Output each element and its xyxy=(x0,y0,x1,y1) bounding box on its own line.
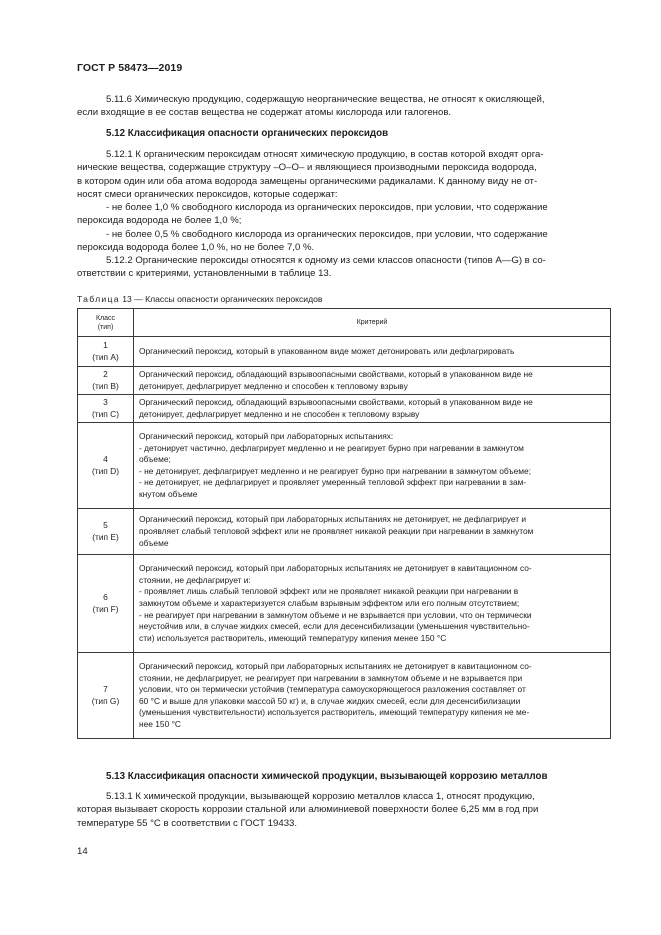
criterion-line: - детонирует частично, дефлагрирует медленно и не реагирует бурно при нагревании в замкнутом xyxy=(139,442,524,453)
section-heading-5-13: 5.13 Классификация опасности химической продукции, вызывающей коррозию металлов xyxy=(106,771,548,782)
class-number: 1 xyxy=(103,339,108,350)
criterion-line: кнутом объеме xyxy=(139,489,198,500)
page-number: 14 xyxy=(77,846,88,857)
class-type: (тип F) xyxy=(92,603,119,614)
criterion-line: проявляет слабый тепловой эффект или не проявляет никакой реакции при нагревании в замкнутом xyxy=(139,526,534,537)
text-line: носят смеси органических пероксидов, которые содержат: xyxy=(77,188,338,200)
class-number: 3 xyxy=(103,397,108,408)
paragraph-5-12-1 xyxy=(77,148,606,254)
criterion-cell xyxy=(134,367,611,395)
criterion-line: детонирует, дефлагрирует медленно и способен к тепловому взрыву xyxy=(139,380,408,391)
class-cell xyxy=(78,555,134,653)
class-number: 7 xyxy=(103,684,108,695)
criterion-line: замкнутом объеме и характеризуется слабым взрывным эффектом или его полным отсутствием; xyxy=(139,598,520,609)
table-row xyxy=(78,509,611,555)
paragraph-5-13-1 xyxy=(77,790,606,830)
class-type: (тип B) xyxy=(92,380,119,391)
header-class-label: Класс xyxy=(95,314,116,322)
criterion-line: Органический пероксид, обладающий взрывоопасными свойствами, который в упакованном виде не xyxy=(139,397,533,408)
class-type: (тип C) xyxy=(91,408,119,419)
text-line: нические вещества, содержащие структуру –О–О– и являющиеся производными пероксида водорода, xyxy=(77,162,537,174)
table-caption xyxy=(77,294,322,304)
criterion-line: - проявляет лишь слабый тепловой эффект или не проявляет никакой реакции при нагревании в xyxy=(139,586,519,597)
criterion-line: нее 150 °С xyxy=(139,719,181,730)
hazard-class-table xyxy=(77,308,611,739)
text-line: 5.11.6 Химическую продукцию, содержащую неорганические вещества, не относят к окисляющей, xyxy=(106,94,545,105)
text-line: в котором один или оба атома водорода замещены органическими радикалами. К данному виду не от- xyxy=(77,175,538,187)
table-header-row xyxy=(78,309,611,337)
table-caption-prefix: Таблица xyxy=(77,294,120,304)
class-type: (тип G) xyxy=(91,695,120,706)
criterion-line: - не реагирует при нагревании в замкнутом объеме и не взрывается при условии, что он термически xyxy=(139,609,532,620)
table-row xyxy=(78,555,611,653)
criterion-line: Органический пероксид, который при лабораторных испытаниях: xyxy=(139,431,394,442)
criterion-line: условии, что он термически устойчив (температура самоускоряющегося разложения составляет от xyxy=(139,684,526,695)
criterion-line: стоянии, не дефлагрирует и: xyxy=(139,574,251,585)
table-row xyxy=(78,423,611,509)
class-type: (тип E) xyxy=(92,531,119,542)
text-line: если входящие в ее состав вещества не содержат атомы кислорода или галогенов. xyxy=(77,107,452,119)
class-number: 4 xyxy=(103,454,108,465)
header-criterion-cell: Критерий xyxy=(134,309,611,337)
criterion-line: - не детонирует, дефлагрирует медленно и не реагирует бурно при нагревании в замкнутом объеме; xyxy=(139,465,532,476)
criterion-line: детонирует, дефлагрирует медленно и не способен к тепловому взрыву xyxy=(139,408,420,419)
criterion-line: Органический пероксид, который при лабораторных испытаниях не детонирует в кавитационном со- xyxy=(139,563,532,574)
criterion-cell xyxy=(134,395,611,423)
criterion-line: 60 °С и выше для упаковки массой 50 кг) и, в случае жидких смесей, если для десенсибилизации xyxy=(139,695,521,706)
section-heading-5-12: 5.12 Классификация опасности органических пероксидов xyxy=(106,128,389,139)
table-row xyxy=(78,395,611,423)
text-line: 5.12.1 К органическим пероксидам относят химическую продукцию, в состав которой входят орга- xyxy=(106,149,544,160)
criterion-line: (уменьшения чувствительности) используется растворитель, имеющий температуру кипения не ме- xyxy=(139,707,530,718)
table-row xyxy=(78,653,611,739)
table-caption-text: 13 — Классы опасности органических пероксидов xyxy=(122,294,323,304)
text-line: температуре 55 °С в соответствии с ГОСТ 19433. xyxy=(77,817,298,829)
criterion-line: Органический пероксид, который при лабораторных испытаниях не детонирует в кавитационном со- xyxy=(139,661,532,672)
criterion-line: Органический пероксид, обладающий взрывоопасными свойствами, который в упакованном виде не xyxy=(139,369,533,379)
text-line: ответствии с критериями, установленными в таблице 13. xyxy=(77,268,332,280)
text-line: 5.12.2 Органические пероксиды относятся к одному из семи классов опасности (типов A—G) в со- xyxy=(106,255,546,266)
header-class-cell xyxy=(78,309,134,337)
class-cell xyxy=(78,395,134,423)
document-header: ГОСТ Р 58473—2019 xyxy=(77,62,183,74)
bullet-line: пероксида водорода более 1,0 %, но не более 7,0 %. xyxy=(77,242,315,254)
class-number: 2 xyxy=(103,369,108,379)
class-cell xyxy=(78,337,134,367)
class-type: (тип A) xyxy=(92,351,119,362)
bullet-line: - не более 0,5 % свободного кислорода из органических пероксидов, при условии, что содержание xyxy=(106,228,548,240)
class-cell xyxy=(78,653,134,739)
header-type-label: (тип) xyxy=(97,323,114,331)
criterion-cell xyxy=(134,509,611,555)
criterion-cell xyxy=(134,423,611,509)
table-row xyxy=(78,337,611,367)
class-type: (тип D) xyxy=(91,465,119,476)
class-number: 5 xyxy=(103,520,108,531)
criterion-cell xyxy=(134,653,611,739)
class-cell xyxy=(78,423,134,509)
criterion-line: объеме xyxy=(139,537,169,548)
text-line: 5.13.1 К химической продукции, вызывающей коррозию металлов класса 1, относят продукцию, xyxy=(106,791,535,802)
criterion-line: сти) используется растворитель, имеющий температуру кипения менее 150 °С xyxy=(139,632,447,643)
criterion-line: Органический пероксид, который в упакованном виде может детонировать или дефлагрировать xyxy=(139,345,515,356)
class-cell xyxy=(78,509,134,555)
bullet-line: - не более 1,0 % свободного кислорода из органических пероксидов, при условии, что содержание xyxy=(106,202,548,214)
class-cell xyxy=(78,367,134,395)
text-line: которая вызывает скорость коррозии стальной или алюминиевой поверхности более 6,25 мм в год при xyxy=(77,804,539,816)
paragraph-5-11-6 xyxy=(77,93,606,120)
criterion-cell xyxy=(134,555,611,653)
table-row xyxy=(78,367,611,395)
criterion-line: Органический пероксид, который при лабораторных испытаниях не детонирует, не дефлагрирует и xyxy=(139,514,527,525)
class-number: 6 xyxy=(103,592,108,603)
criterion-line: - не детонирует, не дефлагрирует и проявляет умеренный тепловой эффект при нагревании в зам- xyxy=(139,477,527,488)
criterion-line: объеме; xyxy=(139,454,171,465)
paragraph-5-12-2 xyxy=(77,254,606,281)
bullet-line: пероксида водорода не более 1,0 %; xyxy=(77,215,242,227)
criterion-line: неустойчив или, в случае жидких смесей, если для десенсибилизации (уменьшения чувствительно- xyxy=(139,621,530,632)
criterion-line: стоянии, не дефлагрирует, не реагирует при нагревании в замкнутом объеме и не взрывается при xyxy=(139,672,523,683)
criterion-cell xyxy=(134,337,611,367)
